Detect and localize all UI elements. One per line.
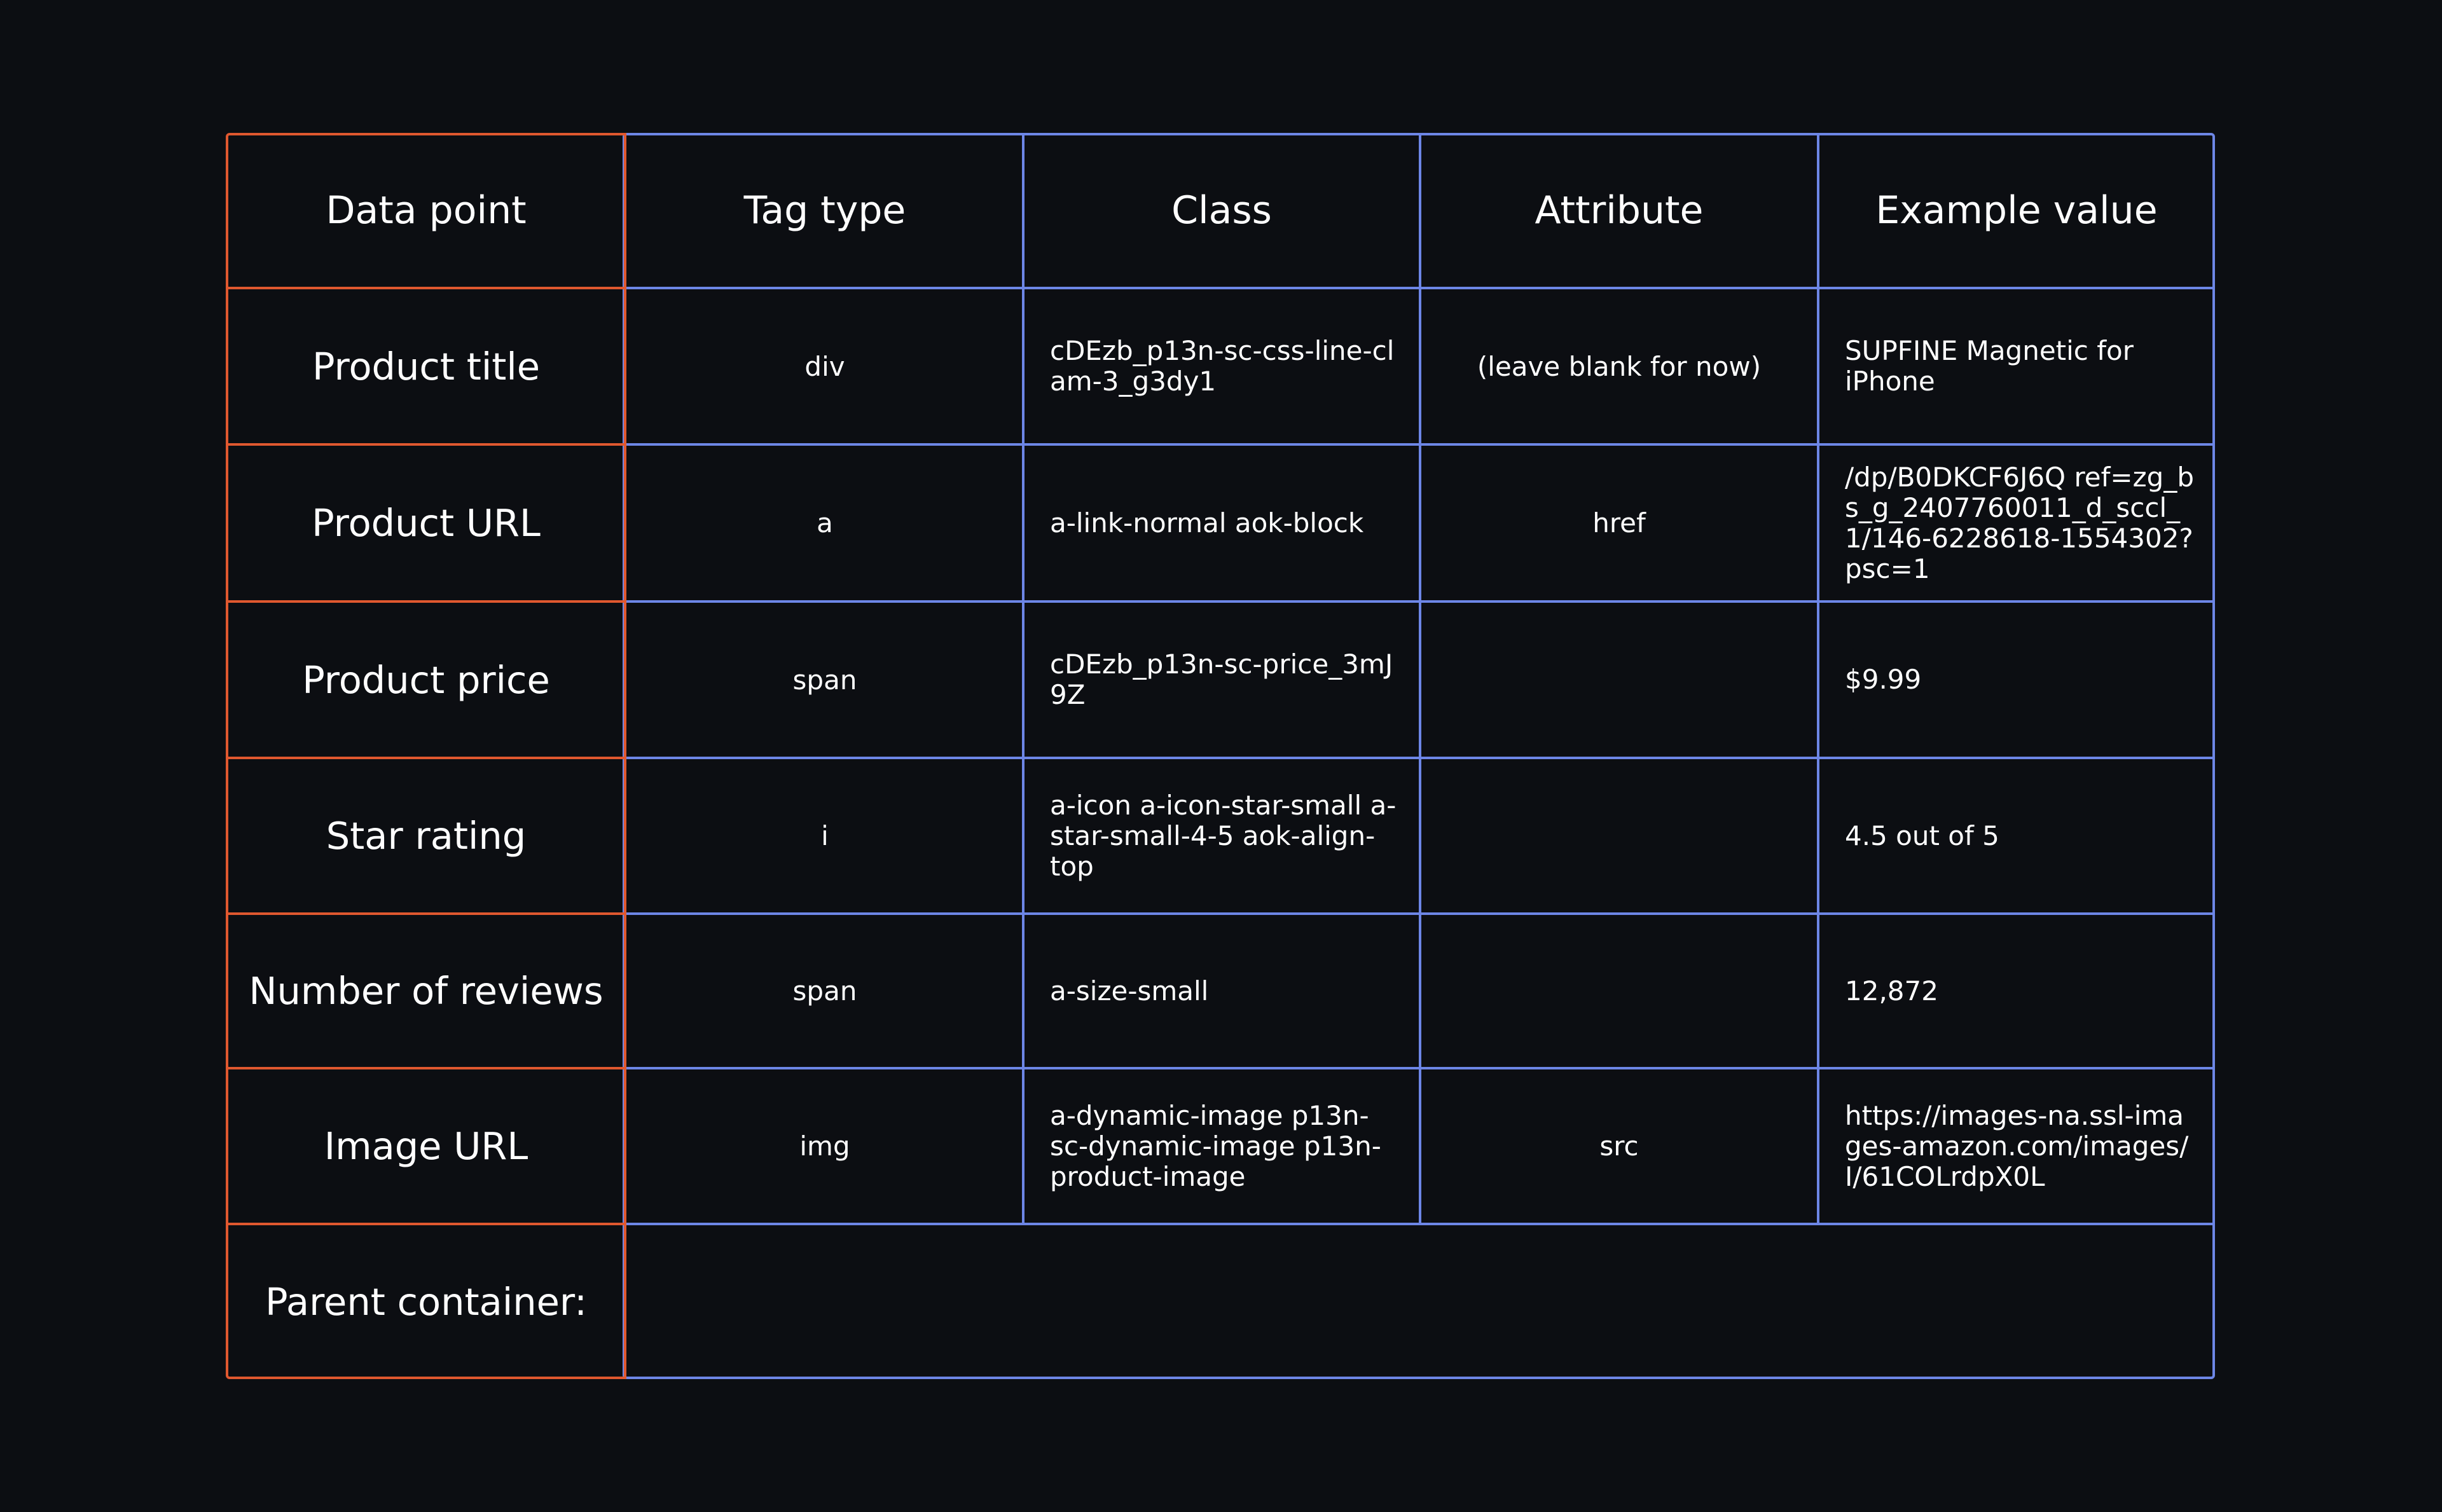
row-number-of-reviews-label: Number of reviews	[249, 969, 604, 1013]
row-product-title-attribute: (leave blank for now)	[1477, 350, 1762, 382]
row-image-url-tag: img	[799, 1131, 850, 1162]
row-product-title-class: cDEzb_p13n-sc-css-line-clam-3_g3dy1	[1050, 335, 1395, 397]
row-star-rating-class: a-icon a-icon-star-small a-star-small-4-5 aok-align-top	[1050, 789, 1397, 882]
row-parent-container-label: Parent container:	[265, 1279, 588, 1324]
row-image-url-attribute: src	[1599, 1131, 1639, 1162]
row-star-rating-tag: i	[821, 820, 829, 851]
row-product-price-example: $9.99	[1845, 664, 1922, 695]
row-product-price-class: cDEzb_p13n-sc-price_3mJ9Z	[1050, 649, 1393, 710]
row-number-of-reviews-example: 12,872	[1845, 975, 1938, 1007]
row-parent-container-value	[626, 1224, 2215, 1379]
row-image-url-example: https://images-na.ssl-images-amazon.com/images/I/61COLrdpX0L	[1845, 1099, 2189, 1192]
header-class: Class	[1171, 188, 1272, 233]
row-star-rating-attribute	[1420, 758, 1818, 914]
row-number-of-reviews-class: a-size-small	[1050, 975, 1209, 1007]
row-product-title-tag: div	[804, 350, 845, 382]
row-product-price-tag: span	[792, 664, 857, 696]
header-data-point: Data point	[326, 188, 527, 233]
row-number-of-reviews-tag: span	[792, 975, 857, 1007]
row-product-price-label: Product price	[302, 657, 550, 702]
selector-table	[226, 133, 2215, 1379]
header-attribute: Attribute	[1535, 188, 1704, 233]
row-image-url-class: a-dynamic-image p13n-sc-dynamic-image p13n-product-image	[1050, 1099, 1381, 1192]
row-product-title-example: SUPFINE Magnetic for iPhone	[1845, 335, 2134, 397]
header-tag-type: Tag type	[743, 188, 906, 233]
row-product-title-label: Product title	[312, 344, 541, 388]
row-star-rating-example: 4.5 out of 5	[1845, 820, 1999, 851]
row-star-rating-label: Star rating	[326, 814, 527, 858]
row-product-url-class: a-link-normal aok-block	[1050, 507, 1364, 539]
row-number-of-reviews-attribute	[1420, 914, 1818, 1068]
row-product-url-label: Product URL	[312, 501, 541, 545]
row-product-url-example: /dp/B0DKCF6J6Q ref=zg_bs_g_2407760011_d_sccl_1/146-6228618-1554302?psc=1	[1845, 461, 2194, 584]
row-product-url-tag: a	[817, 507, 833, 539]
row-image-url-label: Image URL	[324, 1124, 528, 1168]
row-product-url-attribute: href	[1592, 507, 1646, 539]
row-product-price-attribute	[1420, 601, 1818, 758]
header-example-value: Example value	[1875, 188, 2158, 233]
